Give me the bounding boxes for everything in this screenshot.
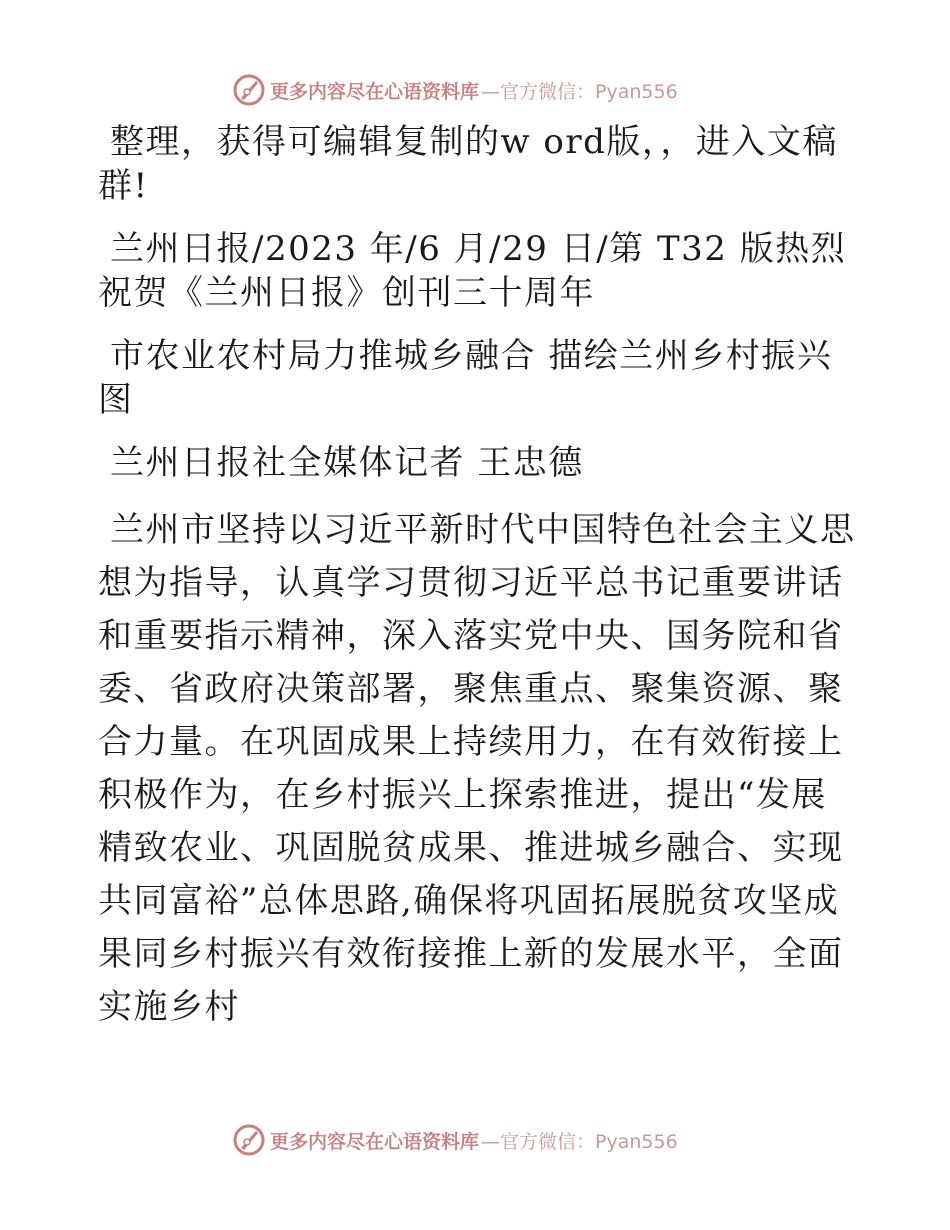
header-watermark (232, 72, 678, 108)
article-title: 市农业农村局力推城乡融合 描绘兰州乡村振兴图 (98, 336, 833, 420)
watermark-sub-text: —官方微信：Pyan556 (481, 1130, 678, 1153)
quill-logo-icon (232, 1123, 266, 1157)
paragraph-source: 兰州日报/2023 年/6 月/29 日/第 T32 版热烈祝贺《兰州日报》创刊三十周年 (98, 229, 847, 313)
watermark-sub-text: —官方微信：Pyan556 (481, 80, 678, 103)
quill-logo-icon (232, 73, 266, 107)
watermark-main-text: 更多内容尽在心语资料库 (270, 1130, 480, 1153)
article-byline: 兰州日报社全媒体记者 王忠德 (110, 443, 584, 483)
watermark-main-text: 更多内容尽在心语资料库 (270, 80, 480, 103)
paragraph-notice: 整理，获得可编辑复制的w ord版，，进入文稿群! (98, 122, 838, 206)
footer-watermark (232, 1122, 678, 1158)
document-body (98, 120, 858, 1034)
article-body: 兰州市坚持以习近平新时代中国特色社会主义思想为指导，认真学习贯彻习近平总书记重要讲话和重要指示精神，深入落实党中央、国务院和省委、省政府决策部署，聚焦重点、聚集资源、聚合力量。在巩固成果上持续用力，在有效衔接上积极作为，在乡村振兴上探索推进，提出“发展精致农业、巩固脱贫成果、推进城乡融合、实现共同富裕”总体思路,确保将巩固拓展脱贫攻坚成果同乡村振兴有效衔接推上新的发展水平，全面实施乡村 (98, 510, 856, 1027)
